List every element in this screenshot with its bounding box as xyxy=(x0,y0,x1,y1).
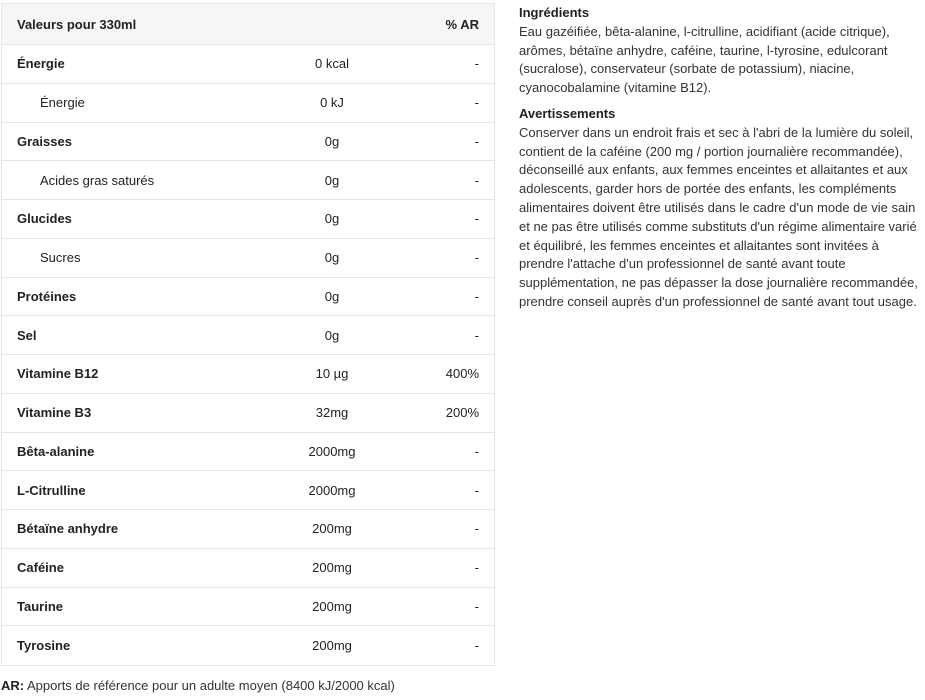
footnote-text: Apports de référence pour un adulte moyen (8400 kJ/2000 kcal) xyxy=(24,678,395,693)
ingredients-section xyxy=(519,4,919,98)
table-row xyxy=(2,45,494,84)
header-ar: % AR xyxy=(445,16,479,32)
nutrient-value: 0 kJ xyxy=(320,95,344,111)
nutrient-name: Bétaïne anhydre xyxy=(17,521,119,537)
ingredients-title: Ingrédients xyxy=(519,5,590,20)
nutrient-value: 32mg xyxy=(315,405,349,421)
table-row xyxy=(2,433,494,472)
table-row xyxy=(2,510,494,549)
table-row xyxy=(2,471,494,510)
table-row xyxy=(2,84,494,123)
nutrient-value: 0g xyxy=(324,133,340,149)
nutrient-value: 0g xyxy=(324,288,340,304)
nutrient-name: Sucres xyxy=(40,250,81,266)
nutrient-name: Taurine xyxy=(17,598,63,614)
nutrition-table xyxy=(1,3,495,666)
nutrient-ar: - xyxy=(474,521,479,537)
warnings-title: Avertissements xyxy=(519,105,616,121)
table-row xyxy=(2,239,494,278)
table-row xyxy=(2,355,494,394)
table-row xyxy=(2,278,494,317)
nutrient-ar: - xyxy=(474,482,479,498)
nutrient-name: Énergie xyxy=(17,56,65,72)
nutrient-value: 0g xyxy=(324,172,340,188)
nutrient-ar: - xyxy=(474,172,479,188)
nutrient-name: Acides gras saturés xyxy=(40,172,155,188)
nutrient-value: 0g xyxy=(324,250,340,266)
table-row xyxy=(2,316,494,355)
nutrient-value: 0 kcal xyxy=(315,56,349,72)
nutrient-ar: - xyxy=(474,443,479,459)
nutrient-ar: 200% xyxy=(445,405,479,421)
product-info xyxy=(519,4,919,312)
nutrient-ar: - xyxy=(474,133,479,149)
footnote-label: AR: xyxy=(1,678,25,693)
nutrient-name: Tyrosine xyxy=(17,638,71,654)
nutrient-value: 0g xyxy=(324,327,340,343)
table-row xyxy=(2,161,494,200)
table-row xyxy=(2,394,494,433)
table-row xyxy=(2,549,494,588)
nutrient-ar: - xyxy=(474,250,479,266)
warnings-text: Conserver dans un endroit frais et sec à l'abri de la lumière du soleil, contient de la caféine (200 mg / portion journalière recommandée), déconseillé aux enfants, aux femmes enceintes et allaitantes et aux adolescents, garder hors de portée des enfants, les compléments alimentaires doivent être utilisés dans le cadre d'un mode de vie sain et ne pas être utilisés comme substituts d'un régime alimentaire varié et équilibré, les femmes enceintes et allaitantes sont invitées à prendre l'attache d'un professionnel de santé avant toute supplémentation, ne pas dépasser la dose journalière recommandée, prendre conseil auprès d'un professionnel de santé avant tout usage. xyxy=(519,124,918,309)
table-body xyxy=(2,45,494,665)
nutrient-name: Glucides xyxy=(17,211,72,227)
nutrient-ar: - xyxy=(474,638,479,654)
nutrient-name: Vitamine B3 xyxy=(17,405,92,421)
warnings-section xyxy=(519,105,919,312)
table-header-row xyxy=(2,4,494,45)
nutrient-value: 200mg xyxy=(312,638,352,654)
nutrient-name: Bêta-alanine xyxy=(17,443,95,459)
nutrient-ar: - xyxy=(474,288,479,304)
nutrient-ar: - xyxy=(474,598,479,614)
nutrient-name: Sel xyxy=(17,327,37,343)
nutrient-name: Vitamine B12 xyxy=(17,366,99,382)
nutrient-value: 10 µg xyxy=(315,366,349,382)
nutrient-value: 2000mg xyxy=(308,482,356,498)
nutrient-value: 200mg xyxy=(312,598,352,614)
nutrient-value: 200mg xyxy=(312,560,352,576)
nutrient-name: Protéines xyxy=(17,288,77,304)
nutrient-ar: - xyxy=(474,211,479,227)
ar-footnote xyxy=(1,678,395,693)
nutrient-ar: - xyxy=(474,95,479,111)
ingredients-text: Eau gazéifiée, bêta-alanine, l-citrulline, acidifiant (acide citrique), arômes, bétaïne anhydre, caféine, taurine, l-tyrosine, edulcorant (sucralose), conservateur (sorbate de potassium), niacine, cyanocobalamine (vitamine B12). xyxy=(519,23,890,96)
table-row xyxy=(2,123,494,162)
nutrient-name: L-Citrulline xyxy=(17,482,86,498)
nutrient-ar: - xyxy=(474,327,479,343)
table-row xyxy=(2,588,494,627)
table-row xyxy=(2,626,494,665)
nutrient-name: Graisses xyxy=(17,133,72,149)
nutrient-value: 200mg xyxy=(312,521,352,537)
nutrient-ar: 400% xyxy=(445,366,479,382)
nutrient-ar: - xyxy=(474,560,479,576)
nutrient-name: Caféine xyxy=(17,560,64,576)
header-name: Valeurs pour 330ml xyxy=(17,16,137,32)
nutrient-value: 0g xyxy=(324,211,340,227)
nutrient-value: 2000mg xyxy=(308,443,356,459)
table-row xyxy=(2,200,494,239)
nutrient-ar: - xyxy=(474,56,479,72)
nutrient-name: Énergie xyxy=(40,95,85,111)
